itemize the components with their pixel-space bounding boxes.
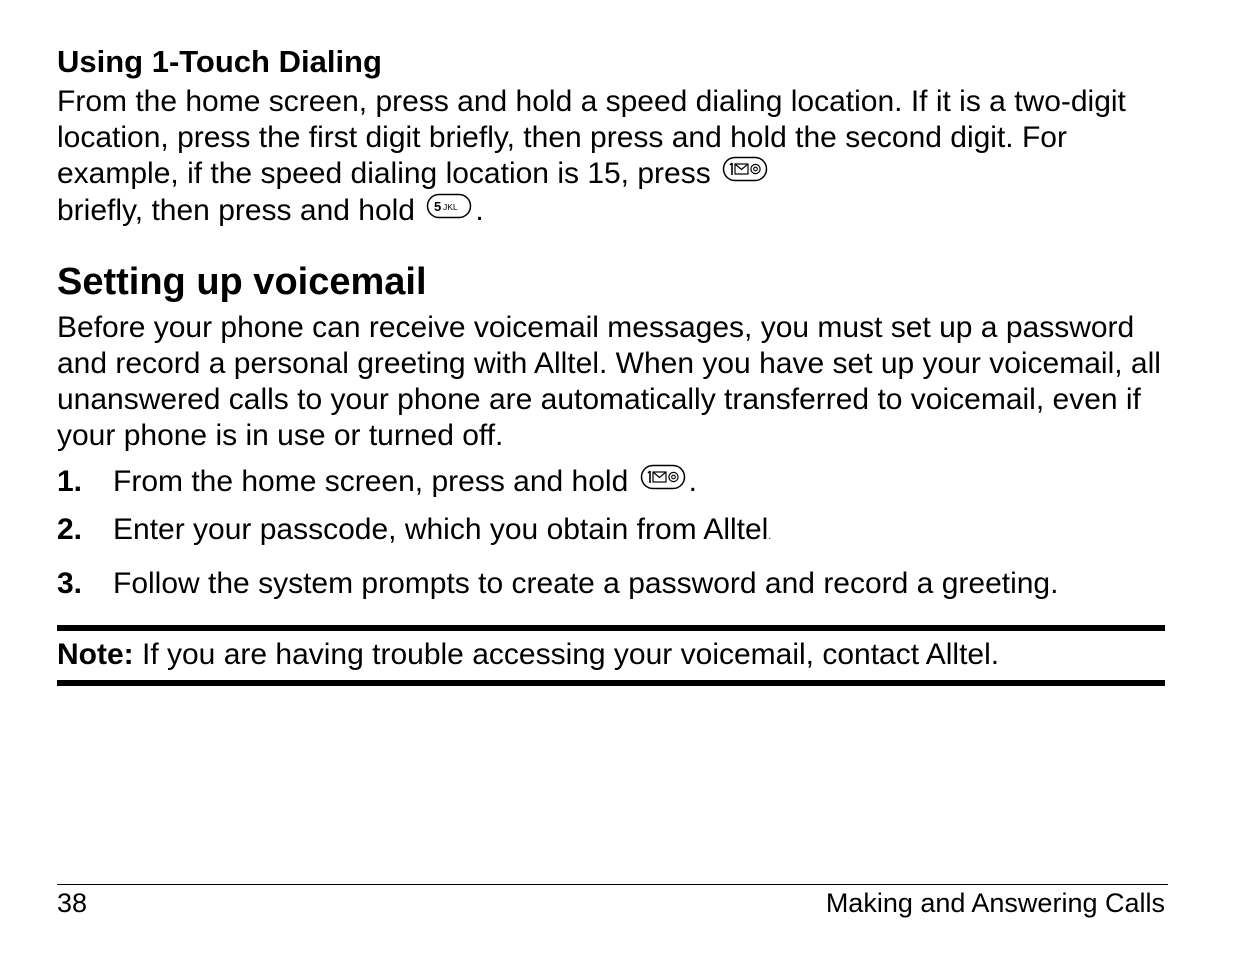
paragraph-1-touch-dialing bbox=[57, 84, 1137, 230]
step-content bbox=[113, 512, 771, 555]
step-content bbox=[113, 464, 697, 501]
list-item bbox=[57, 566, 1165, 602]
note-box bbox=[57, 625, 1165, 686]
paragraph-text-cont: briefly, then press and hold bbox=[57, 194, 415, 228]
section-heading-voicemail: Setting up voicemail bbox=[57, 261, 427, 304]
step-number: 2. bbox=[57, 513, 83, 547]
note-text: If you are having trouble accessing your voicemail, contact Alltel. bbox=[133, 638, 1000, 672]
key-1-voicemail-icon bbox=[640, 463, 686, 499]
step-text: From the home screen, press and hold bbox=[113, 465, 629, 499]
list-item bbox=[57, 464, 1165, 501]
step-end: . bbox=[768, 531, 772, 543]
page-number: 38 bbox=[57, 888, 88, 918]
note-label: Note: bbox=[57, 638, 134, 672]
key-1-voicemail-icon bbox=[722, 155, 768, 191]
step-text: Follow the system prompts to create a password and record a greeting. bbox=[113, 567, 1059, 601]
chapter-title: Making and Answering Calls bbox=[825, 888, 1165, 918]
step-number: 3. bbox=[57, 567, 83, 601]
step-end: . bbox=[688, 465, 697, 499]
step-text: Enter your passcode, which you obtain from Alltel bbox=[113, 513, 769, 547]
list-item bbox=[57, 512, 1165, 555]
footer-divider bbox=[57, 884, 1168, 885]
paragraph-end: . bbox=[475, 194, 484, 228]
key-5-jkl-icon bbox=[426, 192, 472, 228]
step-number: 1. bbox=[57, 465, 83, 499]
manual-page bbox=[57, 44, 1165, 686]
section-heading-1-touch-dialing: Using 1-Touch Dialing bbox=[57, 44, 382, 79]
svg-text:JKL: JKL bbox=[443, 202, 458, 213]
paragraph-text: From the home screen, press and hold a speed dialing location. If it is a two-digit location, press the first digit briefly, then press and hold the second digit. For example, if the speed dialing location is 15, press bbox=[57, 85, 1126, 190]
svg-text:5: 5 bbox=[434, 199, 442, 215]
steps-list bbox=[57, 464, 1165, 602]
paragraph-voicemail: Before your phone can receive voicemail messages, you must set up a password and record a personal greeting with Alltel. When you have set up your voicemail, all unanswered calls to your phone are automatically transferred to voicemail, even if your phone is in use or turned off. bbox=[57, 311, 1161, 453]
